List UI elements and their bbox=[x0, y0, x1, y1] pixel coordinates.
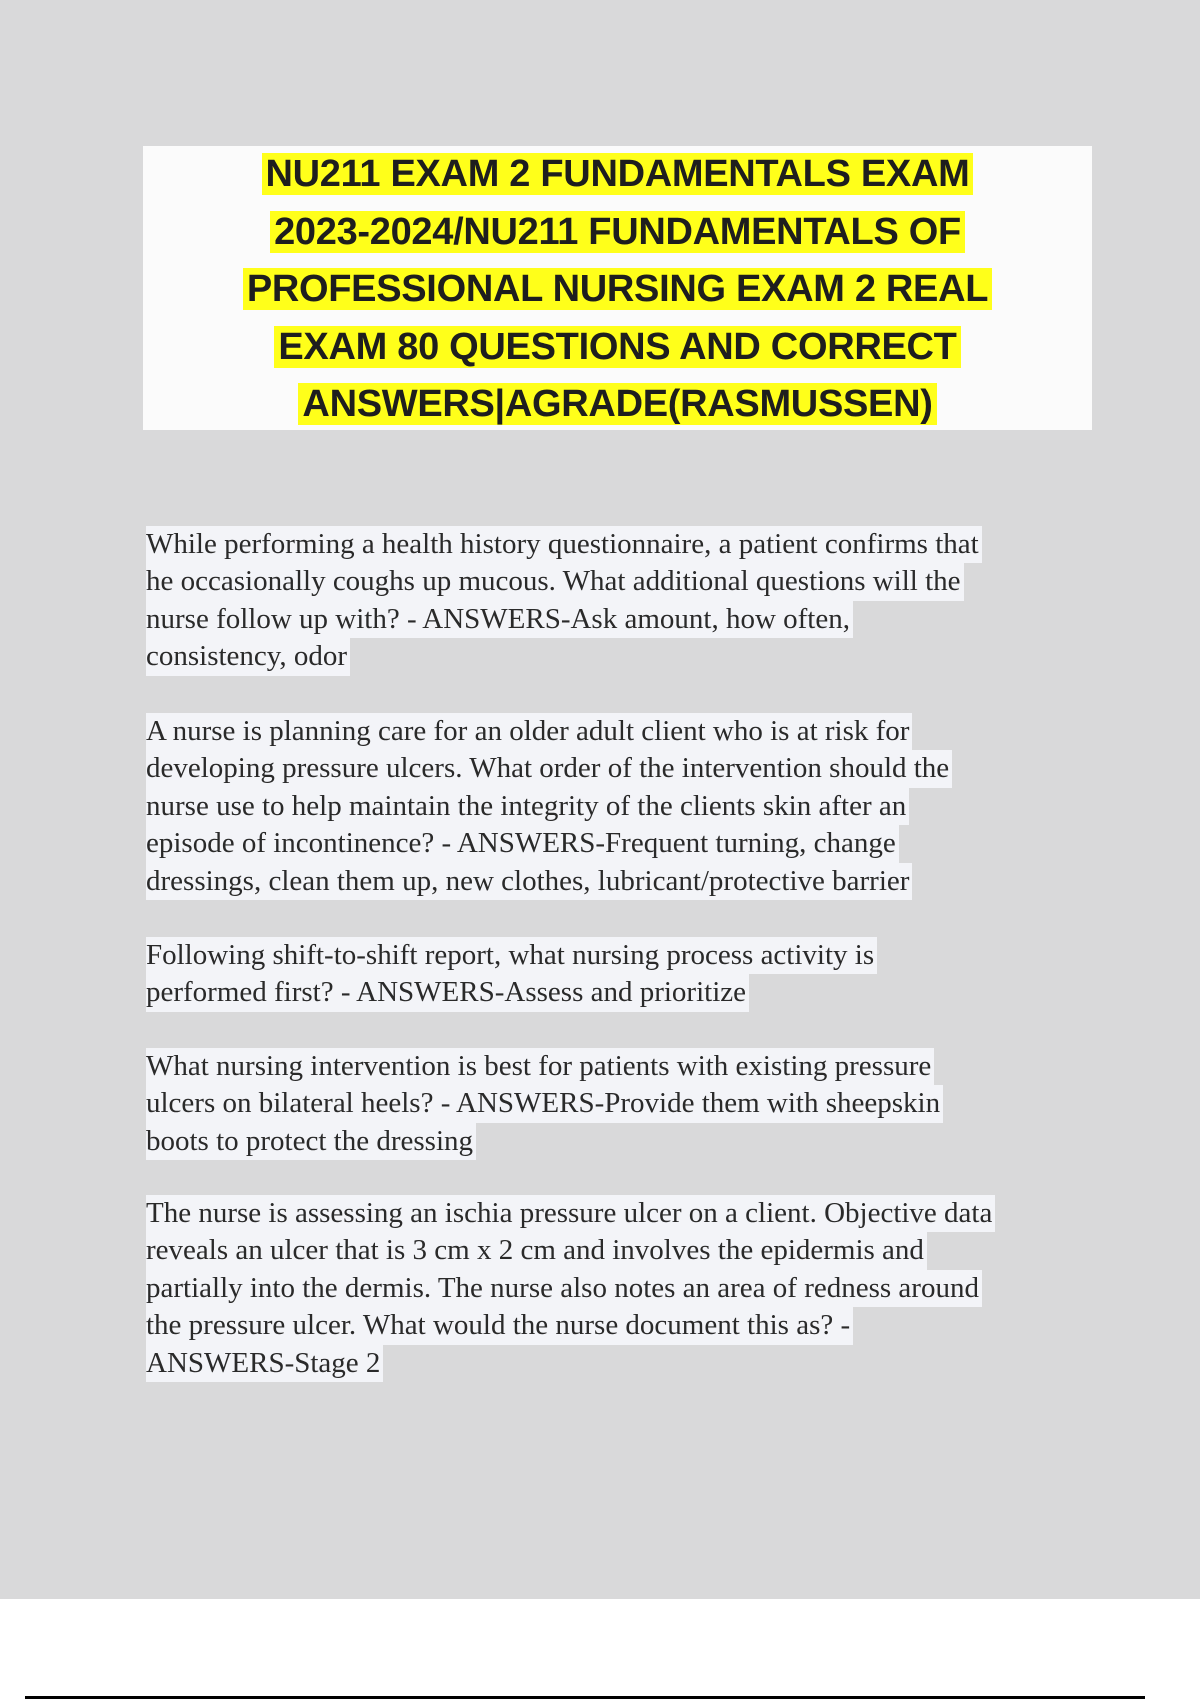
text-line: ulcers on bilateral heels? - ANSWERS-Provide them with sheepskin bbox=[146, 1085, 943, 1122]
text-line: he occasionally coughs up mucous. What additional questions will the bbox=[146, 563, 964, 600]
text-line: partially into the dermis. The nurse also notes an area of redness around bbox=[146, 1270, 982, 1307]
text-line: episode of incontinence? - ANSWERS-Frequent turning, change bbox=[146, 825, 899, 862]
text-line: ANSWERS-Stage 2 bbox=[146, 1345, 383, 1382]
text-line: boots to protect the dressing bbox=[146, 1123, 476, 1160]
title-line: 2023-2024/NU211 FUNDAMENTALS OF bbox=[270, 211, 965, 253]
question-answer-2 bbox=[146, 713, 952, 900]
text-line: dressings, clean them up, new clothes, lubricant/protective barrier bbox=[146, 863, 912, 900]
question-answer-5 bbox=[146, 1195, 995, 1382]
document-title bbox=[143, 146, 1092, 434]
text-line: nurse follow up with? - ANSWERS-Ask amount, how often, bbox=[146, 601, 853, 638]
text-line: While performing a health history questionnaire, a patient confirms that bbox=[146, 526, 982, 563]
text-line: The nurse is assessing an ischia pressure ulcer on a client. Objective data bbox=[146, 1195, 995, 1232]
question-answer-3 bbox=[146, 937, 877, 1012]
text-line: the pressure ulcer. What would the nurse document this as? - bbox=[146, 1307, 853, 1344]
text-line: performed first? - ANSWERS-Assess and prioritize bbox=[146, 974, 749, 1011]
title-line: NU211 EXAM 2 FUNDAMENTALS EXAM bbox=[262, 153, 974, 195]
title-line: PROFESSIONAL NURSING EXAM 2 REAL bbox=[243, 268, 992, 310]
question-answer-4 bbox=[146, 1048, 943, 1160]
text-line: A nurse is planning care for an older adult client who is at risk for bbox=[146, 713, 912, 750]
text-line: consistency, odor bbox=[146, 638, 350, 675]
text-line: reveals an ulcer that is 3 cm x 2 cm and involves the epidermis and bbox=[146, 1232, 927, 1269]
title-line: ANSWERS|AGRADE(RASMUSSEN) bbox=[298, 383, 936, 425]
text-line: developing pressure ulcers. What order of the intervention should the bbox=[146, 750, 952, 787]
title-line: EXAM 80 QUESTIONS AND CORRECT bbox=[274, 326, 960, 368]
text-line: Following shift-to-shift report, what nursing process activity is bbox=[146, 937, 877, 974]
page-divider-line bbox=[25, 1696, 1145, 1699]
text-line: nurse use to help maintain the integrity of the clients skin after an bbox=[146, 788, 909, 825]
question-answer-1 bbox=[146, 526, 982, 676]
text-line: What nursing intervention is best for patients with existing pressure bbox=[146, 1048, 934, 1085]
